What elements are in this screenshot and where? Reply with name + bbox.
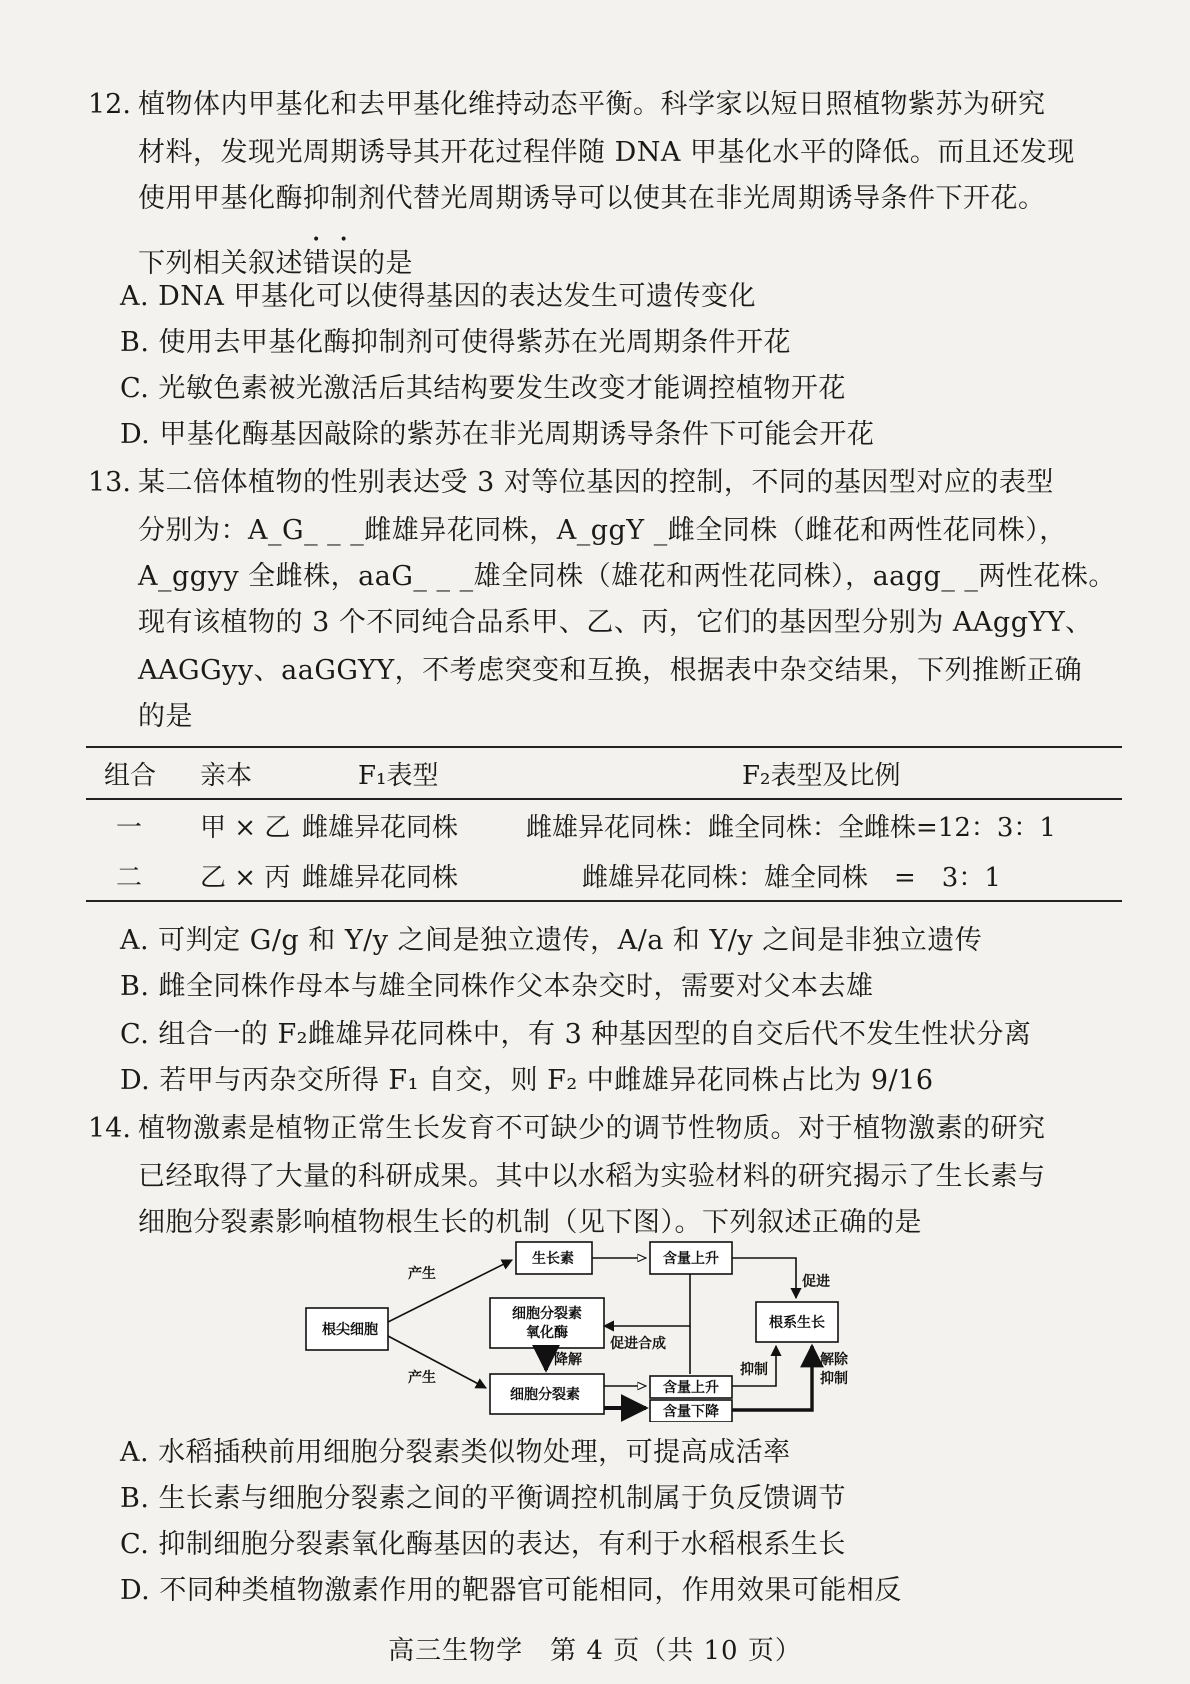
- level-up-label: 含量上升: [663, 1251, 719, 1267]
- question-number: 14.: [88, 1113, 131, 1144]
- promote-label: 促进: [802, 1274, 830, 1290]
- relieve-label: 解除: [820, 1352, 848, 1368]
- page-footer: 高三生物学 第 4 页（共 10 页）: [388, 1636, 802, 1666]
- cytokinin-oxidase-label: 细胞分裂素: [512, 1306, 582, 1322]
- inhibit-label: 抑制: [740, 1362, 768, 1378]
- promote-synthesis-arrow: [604, 1274, 690, 1326]
- stem-line: 某二倍体植物的性别表达受 3 对等位基因的控制，不同的基因型对应的表型: [138, 467, 1054, 498]
- table-row: 一 甲 × 乙 雌雄异花同株 雌雄异花同株：雌全同株：全雌株=12：3：1: [116, 812, 1056, 843]
- table-header-row: [86, 747, 1122, 799]
- option-d: D. 若甲与丙杂交所得 F₁ 自交，则 F₂ 中雌雄异花同株占比为 9/16: [120, 1065, 934, 1096]
- produce-label: 产生: [408, 1370, 436, 1386]
- col-header-f1: F₁表型: [358, 760, 439, 791]
- question-number: 13.: [88, 467, 131, 498]
- option-d: D. 不同种类植物激素作用的靶器官可能相同，作用效果可能相反: [120, 1575, 902, 1606]
- stem-line: 分别为：A_G_ _ _雌雄异花同株，A_ggY _雌全同株（雌花和两性花同株），: [138, 515, 1067, 546]
- level-down-label: 含量下降: [663, 1404, 719, 1420]
- option-b: B. 生长素与细胞分裂素之间的平衡调控机制属于负反馈调节: [120, 1483, 847, 1514]
- question-number: 12.: [88, 89, 131, 120]
- cytokinin-label: 细胞分裂素: [510, 1387, 580, 1403]
- option-a: A. DNA 甲基化可以使得基因的表达发生可遗传变化: [120, 281, 757, 312]
- stem-line: AAGGyy、aaGGYY，不考虑突变和互换，根据表中杂交结果，下列推断正确: [138, 655, 1083, 686]
- stem-line: 现有该植物的 3 个不同纯合品系甲、乙、丙，它们的基因型分别为 AAggYY、: [138, 607, 1093, 638]
- produce-arrow-bottom: [388, 1336, 486, 1388]
- col-header-group: 组合: [104, 760, 157, 791]
- stem-line: 使用甲基化酶抑制剂代替光周期诱导可以使其在非光周期诱导条件下开花。: [138, 183, 1046, 214]
- stem-line: 植物体内甲基化和去甲基化维持动态平衡。科学家以短日照植物紫苏为研究: [138, 89, 1046, 120]
- table-row: 二 乙 × 丙 雌雄异花同株 雌雄异花同株：雄全同株 = 3：1: [86, 850, 1122, 901]
- option-a: A. 可判定 G/g 和 Y/y 之间是独立遗传，A/a 和 Y/y 之间是非独立遗传: [120, 925, 983, 956]
- root-tip-cell-label: 根尖细胞: [322, 1322, 378, 1338]
- auxin-label: 生长素: [532, 1251, 574, 1267]
- cytokinin-oxidase-label: 氧化酶: [526, 1325, 568, 1341]
- option-b: B. 雌全同株作母本与雄全同株作父本杂交时，需要对父本去雄: [120, 971, 874, 1002]
- degrade-label: 降解: [554, 1352, 582, 1368]
- cross-results-table: [86, 746, 1122, 902]
- root-growth-label: 根系生长: [769, 1315, 825, 1331]
- promote-synthesis-label: 促进合成: [610, 1336, 666, 1352]
- option-c: C. 组合一的 F₂雌雄异花同株中，有 3 种基因型的自交后代不发生性状分离: [120, 1019, 1032, 1050]
- promote-arrow: [732, 1258, 796, 1298]
- level-up-label: 含量上升: [663, 1380, 719, 1396]
- option-b: B. 使用去甲基化酶抑制剂可使得紫苏在光周期条件开花: [120, 327, 792, 358]
- question-prompt: 下列相关叙述错误的是: [138, 248, 413, 279]
- option-c: C. 抑制细胞分裂素氧化酶基因的表达，有利于水稻根系生长: [120, 1529, 846, 1560]
- stem-line: 的是: [138, 701, 193, 732]
- stem-line: 已经取得了大量的科研成果。其中以水稻为实验材料的研究揭示了生长素与: [138, 1161, 1046, 1192]
- produce-label: 产生: [408, 1266, 436, 1282]
- stem-line: A_ggyy 全雌株，aaG_ _ _雄全同株（雄花和两性花同株），aagg_ _两性花株。: [138, 561, 1116, 592]
- stem-line: 植物激素是植物正常生长发育不可缺少的调节性物质。对于植物激素的研究: [138, 1113, 1046, 1144]
- col-header-parents: 亲本: [200, 760, 253, 791]
- col-header-f2: F₂表型及比例: [742, 760, 901, 791]
- option-c: C. 光敏色素被光激活后其结构要发生改变才能调控植物开花: [120, 373, 846, 404]
- option-a: A. 水稻插秧前用细胞分裂素类似物处理，可提高成活率: [120, 1437, 791, 1468]
- option-d: D. 甲基化酶基因敲除的紫苏在非光周期诱导条件下可能会开花: [120, 419, 875, 450]
- relieve-inhibition-arrow: [732, 1346, 812, 1410]
- relieve-label: 抑制: [820, 1371, 848, 1387]
- stem-line: 材料，发现光周期诱导其开花过程伴随 DNA 甲基化水平的降低。而且还发现: [138, 137, 1075, 168]
- emphasis-mark: 错误: [303, 248, 358, 279]
- stem-line: 细胞分裂素影响植物根生长的机制（见下图）。下列叙述正确的是: [138, 1207, 922, 1238]
- hormone-mechanism-diagram: [300, 1236, 900, 1422]
